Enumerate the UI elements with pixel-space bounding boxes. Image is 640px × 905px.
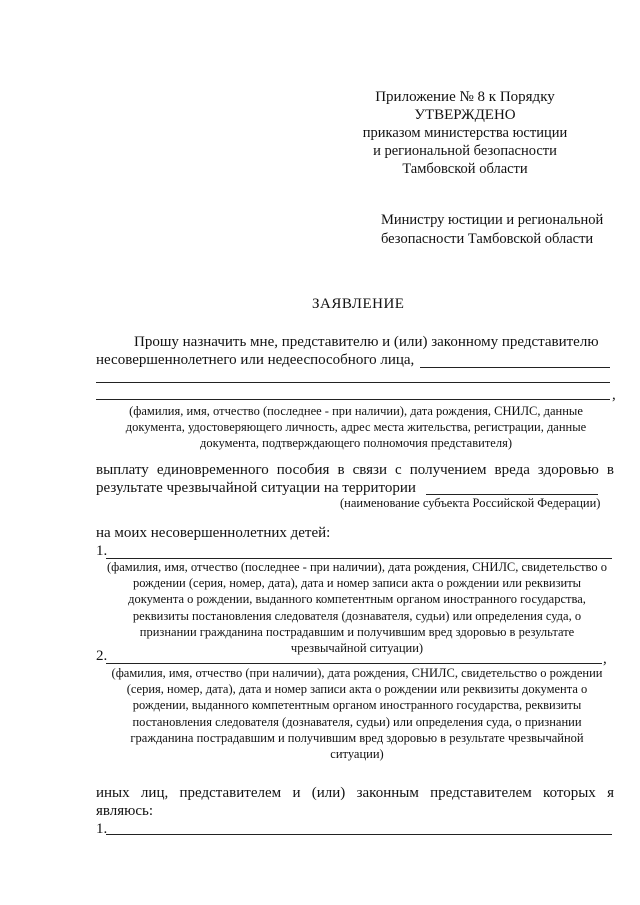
order-line-3: Тамбовской области	[402, 161, 528, 177]
child-2-hint-line-5: гражданина пострадавшим и получившим вред здоровью в результате чрезвычайной	[130, 730, 584, 745]
addressee-line-1: Министру юстиции и региональной	[381, 212, 604, 228]
approved-label: УТВЕРЖДЕНО	[414, 107, 516, 123]
request-line-2: несовершеннолетнего или недееспособного лица,	[96, 352, 415, 368]
others-line-2: являюсь:	[96, 803, 154, 819]
child-1-hint-line-6: чрезвычайной ситуации)	[290, 641, 424, 656]
child-1-hint-line-5: признании гражданина пострадавшим и получившим вред здоровью в результате	[139, 624, 575, 639]
applicant-hint-line-1: (фамилия, имя, отчество (последнее - при наличии), дата рождения, СНИЛС, данные	[129, 404, 583, 418]
territory-hint: (наименование субъекта Российской Федерации)	[340, 496, 601, 510]
request-line-1: Прошу назначить мне, представителю и (или) законному представителю	[134, 334, 599, 350]
applicant-field-line-2[interactable]	[96, 382, 610, 383]
child-2-hint-line-1: (фамилия, имя, отчество (при наличии), дата рождения, СНИЛС, свидетельство о рождении	[111, 666, 603, 680]
order-line-2: и региональной безопасности	[373, 143, 557, 159]
child-1-hint	[94, 559, 620, 656]
child-2-hint-line-6: ситуации)	[330, 747, 384, 762]
addressee-line-2: безопасности Тамбовской области	[381, 231, 594, 247]
child-1-number: 1.	[96, 543, 108, 559]
order-line-1: приказом министерства юстиции	[362, 125, 568, 141]
applicant-hint	[96, 403, 616, 451]
applicant-field-line-1[interactable]	[420, 367, 610, 368]
child-2-hint-line-4: постановления следователя (дознавателя, судьи) или определения суда, о признании	[132, 714, 582, 729]
others-line-1: иных лиц, представителем и (или) законным представителем которых я	[96, 785, 614, 801]
other-1-number: 1.	[96, 821, 108, 837]
other-1-field-line[interactable]	[106, 834, 612, 835]
applicant-hint-line-2: документа, удостоверяющего личность, адрес места жительства, регистрации, данные	[125, 420, 587, 434]
applicant-hint-line-3: документа, подтверждающего полномочия представителя)	[200, 436, 512, 450]
child-2-comma: ,	[603, 651, 607, 667]
child-1-hint-line-1: (фамилия, имя, отчество (последнее - при наличии), дата рождения, СНИЛС, свидетельство о	[107, 560, 607, 574]
document-title: ЗАЯВЛЕНИЕ	[312, 296, 405, 312]
child-2-field-line[interactable]	[106, 663, 602, 664]
payment-line-1: выплату единовременного пособия в связи с получением вреда здоровью в	[96, 462, 614, 478]
child-1-hint-line-2: рождении (серия, номер, дата), дата и номер записи акта о рождении или реквизиты	[132, 576, 582, 591]
appendix-header	[340, 88, 590, 178]
child-2-hint-line-3: рождении, выданного компетентным органом иностранного государства, реквизиты	[132, 698, 582, 713]
children-heading: на моих несовершеннолетних детей:	[96, 525, 331, 541]
child-1-hint-line-4: реквизиты постановления следователя (дознавателя, судьи) или определения суда, о	[132, 608, 582, 623]
territory-field-line[interactable]	[426, 494, 598, 495]
applicant-field-line-3[interactable]	[96, 399, 610, 400]
appendix-label: Приложение № 8 к Порядку	[375, 89, 555, 105]
child-1-hint-line-3: документа о рождении, выданного компетентным органом иностранного государства,	[128, 592, 586, 607]
addressee	[381, 211, 603, 249]
child-2-hint	[94, 665, 620, 762]
child-2-number: 2.	[96, 648, 108, 664]
trailing-comma: ,	[612, 387, 616, 403]
payment-line-2: результате чрезвычайной ситуации на территории	[96, 480, 416, 496]
child-2-hint-line-2: (серия, номер, дата), дата и номер записи акта о рождении или реквизиты документа о	[126, 682, 588, 697]
